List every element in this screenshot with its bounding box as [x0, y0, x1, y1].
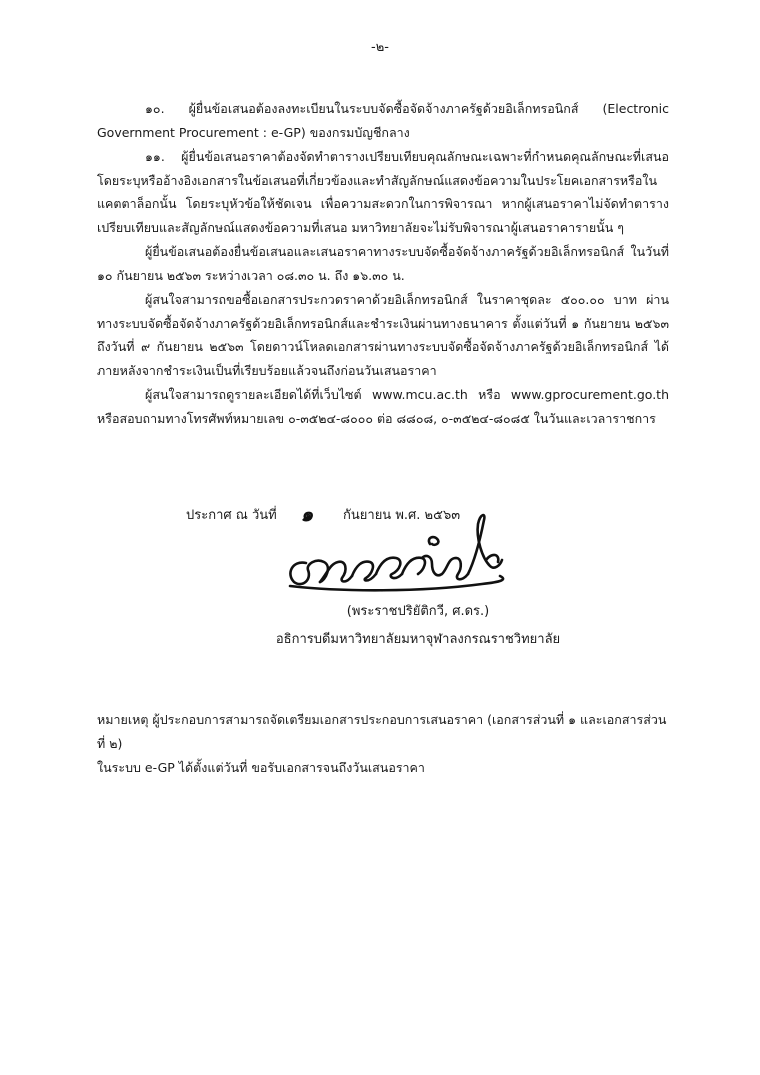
page-number: -๒- — [371, 40, 389, 55]
announcement-day-handwritten: ๑ — [300, 502, 314, 526]
footnote-line-1: หมายเหตุ ผู้ประกอบการสามารถจัดเตรียมเอกสารประกอบการเสนอราคา (เอกสารส่วนที่ ๑ และเอกสารส่วนที่ ๒) — [97, 712, 667, 751]
footnote-line-2: ในระบบ e-GP ได้ตั้งแต่วันที่ ขอรับเอกสารจนถึงวันเสนอราคา — [97, 760, 425, 775]
paragraph-clause-11: ๑๑. ผู้ยื่นข้อเสนอราคาต้องจัดทำตารางเปรียบเทียบคุณลักษณะเฉพาะที่กำหนดคุณลักษณะที่เสนอ โดยระบุหรืออ้างอิงเอกสารในข้อเสนอที่เกี่ยวข้องและทำสัญลักษณ์แสดงข้อความในประโยคเอกสารหรือในแคตตาล็อกนั้น โดยระบุหัวข้อให้ชัดเจน เพื่อความสะดวกในการพิจารณา หากผู้เสนอราคาไม่จัดทำตารางเปรียบเทียบและสัญลักษณ์แสดงข้อความที่เสนอ มหาวิทยาลัยจะไม่รับพิจารณาผู้เสนอราคารายนั้น ๆ — [97, 149, 669, 235]
paragraph-document-purchase: ผู้สนใจสามารถขอซื้อเอกสารประกวดราคาด้วยอิเล็กทรอนิกส์ ในราคาชุดละ ๕๐๐.๐๐ บาท ผ่านทางระบบจัดซื้อจัดจ้างภาครัฐด้วยอิเล็กทรอนิกส์และชำระเงินผ่านทางธนาคาร ตั้งแต่วันที่ ๑ กันยายน ๒๕๖๓ ถึงวันที่ ๙ กันยายน ๒๕๖๓ โดยดาวน์โหลดเอกสารผ่านทางระบบจัดซื้อจัดจ้างภาครัฐด้วยอิเล็กทรอนิกส์ ได้ภายหลังจากชำระเงินเป็นที่เรียบร้อยแล้วจนถึงก่อนวันเสนอราคา — [97, 292, 669, 378]
signer-name: (พระราชปริยัติกวี, ศ.ดร.) — [346, 604, 490, 619]
signer-title: อธิการบดีมหาวิทยาลัยมหาจุฬาลงกรณราชวิทยาลัย — [275, 632, 561, 647]
announcement-month-year: กันยายน พ.ศ. ๒๕๖๓ — [343, 508, 461, 523]
paragraph-submission-date: ผู้ยื่นข้อเสนอต้องยื่นข้อเสนอและเสนอราคาทางระบบจัดซื้อจัดจ้างภาครัฐด้วยอิเล็กทรอนิกส์ ในวันที่ ๑๐ กันยายน ๒๕๖๓ ระหว่างเวลา ๐๘.๓๐ น. ถึง ๑๖.๓๐ น. — [97, 244, 669, 283]
handwritten-signature — [272, 508, 532, 603]
announcement-prefix: ประกาศ ณ วันที่ — [186, 508, 277, 523]
document-body — [97, 97, 669, 430]
paragraph-clause-10: ๑๐. ผู้ยื่นข้อเสนอต้องลงทะเบียนในระบบจัดซื้อจัดจ้างภาครัฐด้วยอิเล็กทรอนิกส์ (Electronic Government Procurement : e-GP) ของกรมบัญชีกลาง — [97, 101, 669, 140]
paragraph-contact-info: ผู้สนใจสามารถดูรายละเอียดได้ที่เว็บไซต์ www.mcu.ac.th หรือ www.gprocurement.go.th หรือสอบถามทางโทรศัพท์หมายเลข ๐-๓๕๒๔-๘๐๐๐ ต่อ ๘๘๐๘, ๐-๓๕๒๔-๘๐๘๕ ในวันและเวลาราชการ — [97, 387, 669, 426]
footnote — [97, 708, 672, 780]
